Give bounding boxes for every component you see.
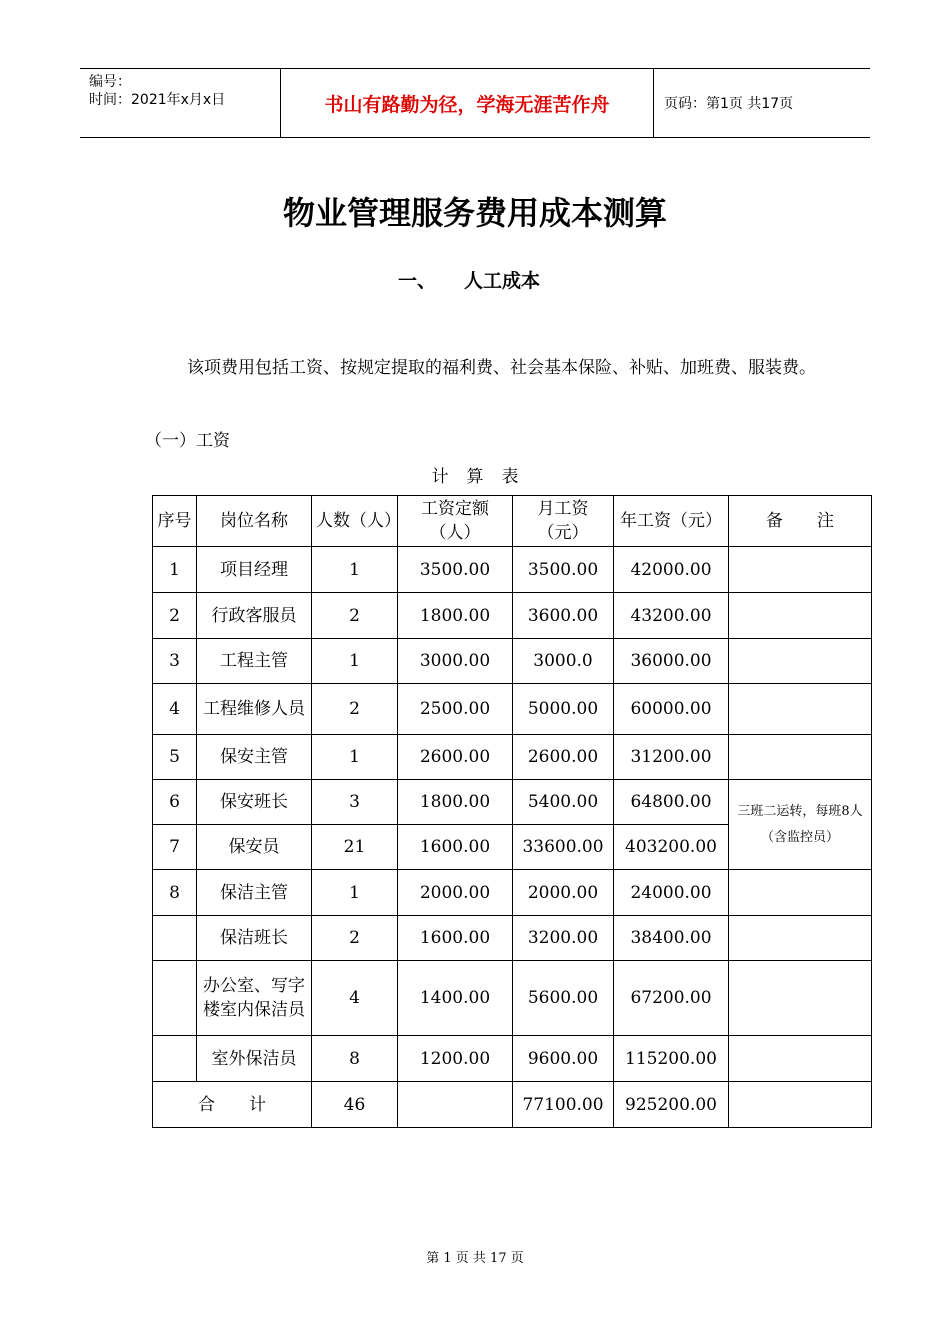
document-number-label: 编号： <box>89 74 131 90</box>
table-cell: 36000.00 <box>614 639 729 684</box>
table-cell <box>729 870 872 916</box>
table-row <box>153 916 872 961</box>
document-title: 物业管理服务费用成本测算 <box>282 194 667 232</box>
table-cell: 1200.00 <box>398 1036 513 1082</box>
table-cell: 保洁主管 <box>197 870 312 916</box>
table-cell: 3000.0 <box>513 639 614 684</box>
table-cell: 1400.00 <box>398 961 513 1036</box>
table-cell: 3000.00 <box>398 639 513 684</box>
table-row <box>153 870 872 916</box>
table-cell: 4 <box>153 684 197 735</box>
table-caption: 计算表 <box>431 467 537 487</box>
table-cell: 2000.00 <box>398 870 513 916</box>
table-cell: 1 <box>312 870 398 916</box>
table-cell: 保安班长 <box>197 780 312 825</box>
table-cell: 室外保洁员 <box>197 1036 312 1082</box>
table-total-row <box>153 1082 872 1128</box>
section-number: 一、 <box>398 270 437 292</box>
table-cell: 42000.00 <box>614 547 729 593</box>
table-row <box>153 547 872 593</box>
table-cell: 项目经理 <box>197 547 312 593</box>
header-cell: 备 注 <box>729 496 872 547</box>
table-cell: 1 <box>153 547 197 593</box>
table-cell: 403200.00 <box>614 825 729 870</box>
table-cell <box>729 639 872 684</box>
table-cell: 保安员 <box>197 825 312 870</box>
table-cell <box>729 547 872 593</box>
header-cell: 年工资（元） <box>614 496 729 547</box>
table-cell: 3500.00 <box>398 547 513 593</box>
table-cell: 38400.00 <box>614 916 729 961</box>
header-cell: 月工资（元） <box>513 496 614 547</box>
table-cell: 5 <box>153 735 197 780</box>
table-cell: 5600.00 <box>513 961 614 1036</box>
table-cell <box>398 1082 513 1128</box>
table-cell: 工程维修人员 <box>197 684 312 735</box>
total-monthly: 77100.00 <box>513 1082 614 1128</box>
table-cell: 31200.00 <box>614 735 729 780</box>
table-cell: 1800.00 <box>398 593 513 639</box>
table-row <box>153 780 872 825</box>
table-cell <box>153 961 197 1036</box>
table-cell: 6 <box>153 780 197 825</box>
table-cell: 3500.00 <box>513 547 614 593</box>
table-cell: 8 <box>312 1036 398 1082</box>
table-cell: 21 <box>312 825 398 870</box>
header-cell: 岗位名称 <box>197 496 312 547</box>
table-cell: 2 <box>312 593 398 639</box>
header-motto: 书山有路勤为径，学海无涯苦作舟 <box>280 69 654 137</box>
table-cell: 33600.00 <box>513 825 614 870</box>
table-cell <box>729 916 872 961</box>
table-cell: 3600.00 <box>513 593 614 639</box>
section-heading <box>398 266 540 293</box>
table-cell: 43200.00 <box>614 593 729 639</box>
table-cell <box>153 1036 197 1082</box>
table-cell: 行政客服员 <box>197 593 312 639</box>
salary-table <box>152 495 872 1128</box>
table-cell: 1 <box>312 639 398 684</box>
table-cell: 2 <box>312 684 398 735</box>
header-cell: 工资定额（人） <box>398 496 513 547</box>
table-cell: 3 <box>312 780 398 825</box>
table-cell <box>729 1036 872 1082</box>
table-cell: 8 <box>153 870 197 916</box>
table-cell: 3200.00 <box>513 916 614 961</box>
table-cell: 24000.00 <box>614 870 729 916</box>
table-cell: 2 <box>153 593 197 639</box>
table-cell <box>729 961 872 1036</box>
table-cell: 64800.00 <box>614 780 729 825</box>
table-cell <box>729 684 872 735</box>
table-cell <box>729 735 872 780</box>
table-cell: 5400.00 <box>513 780 614 825</box>
table-cell: 1800.00 <box>398 780 513 825</box>
table-header-row <box>153 496 872 547</box>
table-row <box>153 735 872 780</box>
document-header <box>80 68 870 138</box>
table-cell: 2 <box>312 916 398 961</box>
table-cell: 2500.00 <box>398 684 513 735</box>
total-annual: 925200.00 <box>614 1082 729 1128</box>
table-cell: 保安主管 <box>197 735 312 780</box>
table-cell: 60000.00 <box>614 684 729 735</box>
subsection-heading: （一）工资 <box>145 431 230 451</box>
table-cell: 2000.00 <box>513 870 614 916</box>
table-cell: 1 <box>312 735 398 780</box>
page-footer: 第 1 页 共 17 页 <box>426 1251 524 1266</box>
table-cell: 1600.00 <box>398 825 513 870</box>
table-cell: 2600.00 <box>398 735 513 780</box>
header-page-info: 页码：第1页 共17页 <box>664 96 794 112</box>
table-cell: 办公室、写字楼室内保洁员 <box>197 961 312 1036</box>
table-cell: 67200.00 <box>614 961 729 1036</box>
table-cell <box>729 1082 872 1128</box>
table-cell: 保洁班长 <box>197 916 312 961</box>
table-row <box>153 639 872 684</box>
intro-paragraph: 该项费用包括工资、按规定提取的福利费、社会基本保险、补贴、加班费、服装费。 <box>187 358 816 378</box>
table-cell <box>153 916 197 961</box>
section-title: 人工成本 <box>464 270 541 292</box>
table-row <box>153 1036 872 1082</box>
total-people: 46 <box>312 1082 398 1128</box>
table-row <box>153 684 872 735</box>
table-cell: 4 <box>312 961 398 1036</box>
table-cell: 7 <box>153 825 197 870</box>
table-row <box>153 961 872 1036</box>
table-cell <box>729 593 872 639</box>
table-cell: 1600.00 <box>398 916 513 961</box>
table-cell: 1 <box>312 547 398 593</box>
table-cell: 工程主管 <box>197 639 312 684</box>
header-meta <box>80 69 280 137</box>
document-date: 时间：2021年x月x日 <box>89 92 226 108</box>
header-cell: 人数（人） <box>312 496 398 547</box>
table-cell: 115200.00 <box>614 1036 729 1082</box>
table-cell: 5000.00 <box>513 684 614 735</box>
security-note-cell: 三班二运转，每班8人（含监控员） <box>729 780 872 870</box>
table-row <box>153 593 872 639</box>
header-cell: 序号 <box>153 496 197 547</box>
total-label: 合 计 <box>153 1082 312 1128</box>
table-cell: 2600.00 <box>513 735 614 780</box>
table-cell: 3 <box>153 639 197 684</box>
table-cell: 9600.00 <box>513 1036 614 1082</box>
